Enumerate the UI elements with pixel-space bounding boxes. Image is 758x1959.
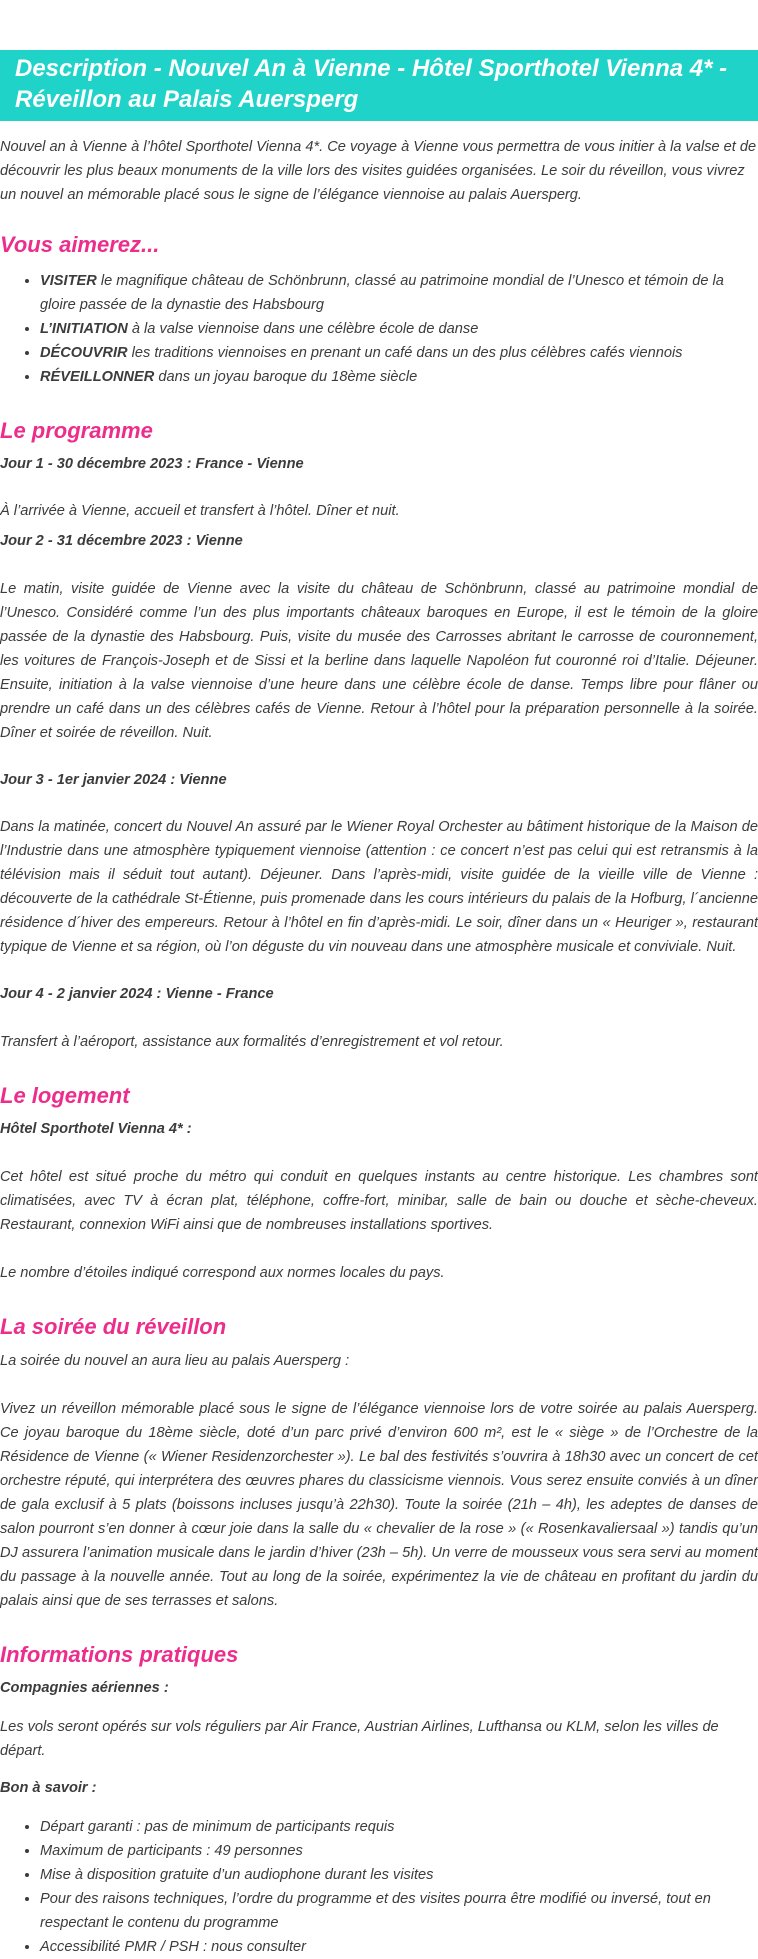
aimerez-heading: Vous aimerez... bbox=[0, 232, 160, 257]
list-item: • Pour des raisons techniques, l’ordre du programme et des visites pourra être modifié ou inversé, tout en respectant le contenu du programme bbox=[40, 1887, 758, 1935]
day-3-title: Jour 3 - 1er janvier 2024 : Vienne bbox=[0, 772, 227, 788]
airlines-text: Les vols seront opérés sur vols réguliers par Air France, Austrian Airlines, Lufthansa ou KLM, selon les villes de départ. bbox=[0, 1719, 719, 1759]
list-item: • Accessibilité PMR / PSH : nous consulter bbox=[40, 1935, 758, 1959]
airlines-title: Compagnies aériennes : bbox=[0, 1680, 169, 1696]
list-item-lead: RÉVEILLONNER bbox=[40, 369, 155, 385]
day-1-text: À l’arrivée à Vienne, accueil et transfert à l’hôtel. Dîner et nuit. bbox=[0, 503, 400, 519]
list-item bbox=[40, 365, 758, 389]
hotel-description: Cet hôtel est situé proche du métro qui conduit en quelques instants au centre historique. Les chambres sont climatisées, avec TV à écran plat, téléphone, coffre-fort, minibar, salle de bain ou douche et sèche-cheveux. Restaurant, connexion WiFi ainsi que de nombreuses installations sportives. bbox=[0, 1169, 758, 1233]
day-4-text: Transfert à l’aéroport, assistance aux formalités d’enregistrement et vol retour. bbox=[0, 1034, 504, 1050]
bon-a-savoir-list bbox=[0, 1815, 758, 1959]
soiree-heading: La soirée du réveillon bbox=[0, 1314, 227, 1339]
list-item-lead: L’INITIATION bbox=[40, 321, 128, 337]
list-item bbox=[40, 341, 758, 365]
page-title: Description - Nouvel An à Vienne - Hôtel Sporthotel Vienna 4* - Réveillon au Palais Auersperg bbox=[0, 50, 758, 121]
day-2-title: Jour 2 - 31 décembre 2023 : Vienne bbox=[0, 533, 243, 549]
soiree-text: Vivez un réveillon mémorable placé sous le signe de l’élégance viennoise lors de votre soirée au palais Auersperg. Ce joyau baroque du 18ème siècle, doté d’un parc privé d’environ 600 m², est le « siège » de l’Orchestre de la Résidence de Vienne (« Wiener Residenzorchester »). Le bal des festivités s’ouvrira à 18h30 avec un concert de cet orchestre réputé, qui interprétera des œuvres phares du classicisme viennois. Vous serez ensuite conviés à un dîner de gala exclusif à 5 plats (boissons incluses jusqu’à 22h30). Toute la soirée (21h – 4h), les adeptes de danses de salon pourront s’en donner à cœur joie dans la salle du « chevalier de la rose » (« Rosenkavaliersaal ») tandis qu’un DJ assurera l’animation musicale dans le jardin d’hiver (23h – 5h). Un verre de mousseux vous sera servi au moment du passage à la nouvelle année. Tout au long de la soirée, expérimentez la vie de château en profitant du jardin du palais ainsi que de ses terrasses et salons. bbox=[0, 1401, 758, 1609]
list-item-text: à la valse viennoise dans une célèbre école de danse bbox=[127, 321, 479, 337]
description-content bbox=[0, 135, 758, 1959]
programme-heading: Le programme bbox=[0, 418, 153, 443]
aimerez-list bbox=[0, 269, 758, 389]
list-item: • Mise à disposition gratuite d’un audiophone durant les visites bbox=[40, 1863, 758, 1887]
intro-paragraph: Nouvel an à Vienne à l’hôtel Sporthotel Vienna 4*. Ce voyage à Vienne vous permettra de vous initier à la valse et de découvrir les plus beaux monuments de la ville lors des visites guidées organisées. Le soir du réveillon, vous vivrez un nouvel an mémorable placé sous le signe de l’élégance viennoise au palais Auersperg. bbox=[0, 139, 757, 203]
list-item: • Maximum de participants : 49 personnes bbox=[40, 1839, 758, 1863]
bon-a-savoir-title: Bon à savoir : bbox=[0, 1780, 97, 1796]
hotel-name: Hôtel Sporthotel Vienna 4* : bbox=[0, 1121, 192, 1137]
logement-heading: Le logement bbox=[0, 1083, 130, 1108]
list-item-lead: DÉCOUVRIR bbox=[40, 345, 128, 361]
list-item: • Départ garanti : pas de minimum de participants requis bbox=[40, 1815, 758, 1839]
list-item-lead: VISITER bbox=[40, 273, 97, 289]
soiree-lead: La soirée du nouvel an aura lieu au palais Auersperg : bbox=[0, 1353, 350, 1369]
list-item-text: les traditions viennoises en prenant un café dans un des plus célèbres cafés viennois bbox=[127, 345, 683, 361]
list-item-text: le magnifique château de Schönbrunn, classé au patrimoine mondial de l’Unesco et témoin de la gloire passée de la dynastie des Habsbourg bbox=[40, 273, 724, 313]
hotel-stars-note: Le nombre d’étoiles indiqué correspond aux normes locales du pays. bbox=[0, 1265, 445, 1281]
list-item-text: dans un joyau baroque du 18ème siècle bbox=[154, 369, 418, 385]
day-2-text: Le matin, visite guidée de Vienne avec la visite du château de Schönbrunn, classé au patrimoine mondial de l’Unesco. Considéré comme l’un des plus importants châteaux baroques en Europe, il est le témoin de la gloire passée de la dynastie des Habsbourg. Puis, visite du musée des Carrosses abritant le carrosse de couronnement, les voitures de François-Joseph et de Sissi et la berline dans laquelle Napoléon fut couronné roi d’Italie. Déjeuner. Ensuite, initiation à la valse viennoise d’une heure dans une célèbre école de danse. Temps libre pour flâner ou prendre un café dans un des célèbres cafés de Vienne. Retour à l’hôtel pour la préparation personnelle à la soirée. Dîner et soirée de réveillon. Nuit. bbox=[0, 581, 758, 741]
list-item bbox=[40, 269, 758, 317]
list-item bbox=[40, 317, 758, 341]
day-3-text: Dans la matinée, concert du Nouvel An assuré par le Wiener Royal Orchester au bâtiment historique de la Maison de l’Industrie dans une atmosphère typiquement viennoise (attention : ce concert n’est pas celui qui est retransmis à la télévision mais il séduit tout autant). Déjeuner. Dans l’après-midi, visite guidée de la vieille ville de Vienne : découverte de la cathédrale St-Étienne, puis promenade dans les cours intérieurs du palais de la Hofburg, l´ancienne résidence d´hiver des empereurs. Retour à l’hôtel en fin d’après-midi. Le soir, dîner dans un « Heuriger », restaurant typique de Vienne et sa région, où l’on déguste du vin nouveau dans une atmosphère musicale et conviviale. Nuit. bbox=[0, 819, 758, 955]
day-1-title: Jour 1 - 30 décembre 2023 : France - Vienne bbox=[0, 456, 304, 472]
day-4-title: Jour 4 - 2 janvier 2024 : Vienne - France bbox=[0, 986, 274, 1002]
infos-heading: Informations pratiques bbox=[0, 1642, 239, 1667]
